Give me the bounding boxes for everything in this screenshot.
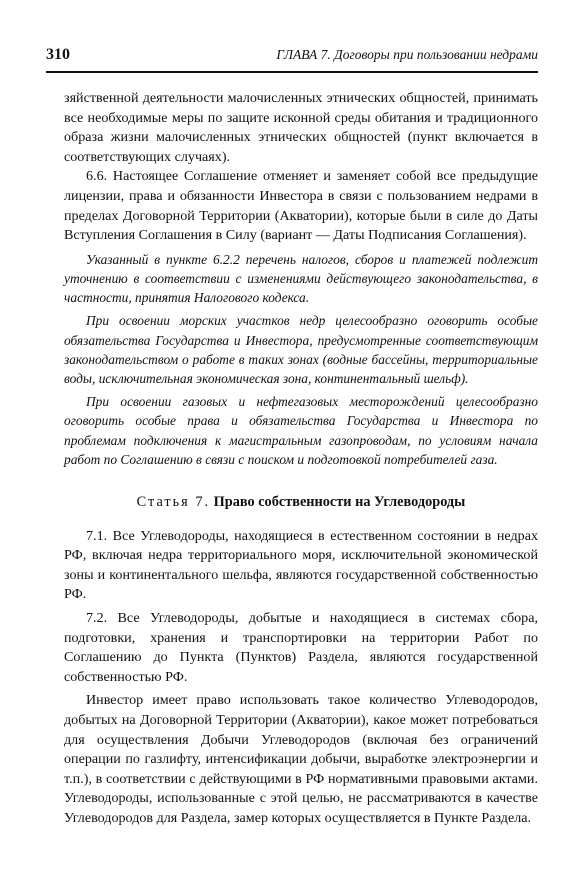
paragraph-investor-rights: Инвестор имеет право использовать такое количество Углеводородов, добытых на Договорной Территории (Акватории), какое может потребоваться для осуществления Добычи Углеводородов (включая без ограничений операции по газлифту, интенсификации добычи, выработке электроэнергии и т.п.), в соответствии с действующими в РФ нормативными правовыми актами. Углеводороды, использованные с этой целью, не рассматриваются в качестве Углеводородов для Раздела, замер которых осуществляется в Пункте Раздела. <box>64 692 538 826</box>
header-rule <box>46 71 538 73</box>
paragraph-7-2: 7.2. Все Углеводороды, добытые и находящиеся в системах сбора, подготовки, хранения и транспортировки на территории Работ по Соглашению до Пункта (Пунктов) Раздела, являются государственной собственностью РФ. <box>64 609 538 685</box>
page-number: 310 <box>46 46 70 63</box>
article-label: Статья 7. <box>136 493 211 510</box>
commentary-marine: При освоении морских участков недр целесообразно оговорить особые обязательства Государства и Инвестора, предусмотренные соответствующим законодательством о работе в таких зонах (водные бассейны, территориальные воды, исключительная экономическая зона, континентальный шельф). <box>64 313 538 386</box>
article-heading <box>64 493 538 513</box>
article-title: Право собственности на Углеводороды <box>213 493 466 510</box>
paragraph-continued: зяйственной деятельности малочисленных этнических общностей, принимать все необходимые меры по защите исконной среды обитания и традиционного образа жизни малочисленных этнических общностей (пункт включается в соответствующих случаях). <box>64 90 538 165</box>
commentary-taxes: Указанный в пункте 6.2.2 перечень налогов, сборов и платежей подлежит уточнению в соответствии с изменениями действующего законодательства, в частности, принятия Налогового кодекса. <box>64 251 538 306</box>
page-header <box>46 46 538 64</box>
page-content <box>64 89 538 828</box>
paragraph-7-1: 7.1. Все Углеводороды, находящиеся в естественном состоянии в недрах РФ, включая недра территориального моря, исключительной экономической зоны и континентального шельфа, являются государственной собственностью РФ. <box>64 527 538 603</box>
paragraph-6-6: 6.6. Настоящее Соглашение отменяет и заменяет собой все предыдущие лицензии, права и обязанности Инвестора в связи с пользованием недрами в пределах Договорной Территории (Акватории), которые были в силе до Даты Вступления Соглашения в Силу (вариант — Даты Подписания Соглашения). <box>64 168 538 244</box>
running-title: ГЛАВА 7. Договоры при пользовании недрами <box>276 47 538 62</box>
commentary-gas: При освоении газовых и нефтегазовых месторождений целесообразно оговорить особые права и обязательства Государства и Инвестора по проблемам подключения к магистральным газопроводам, по условиям начала работ по Соглашению в связи с поиском и подготовкой потребителей газа. <box>64 394 538 467</box>
